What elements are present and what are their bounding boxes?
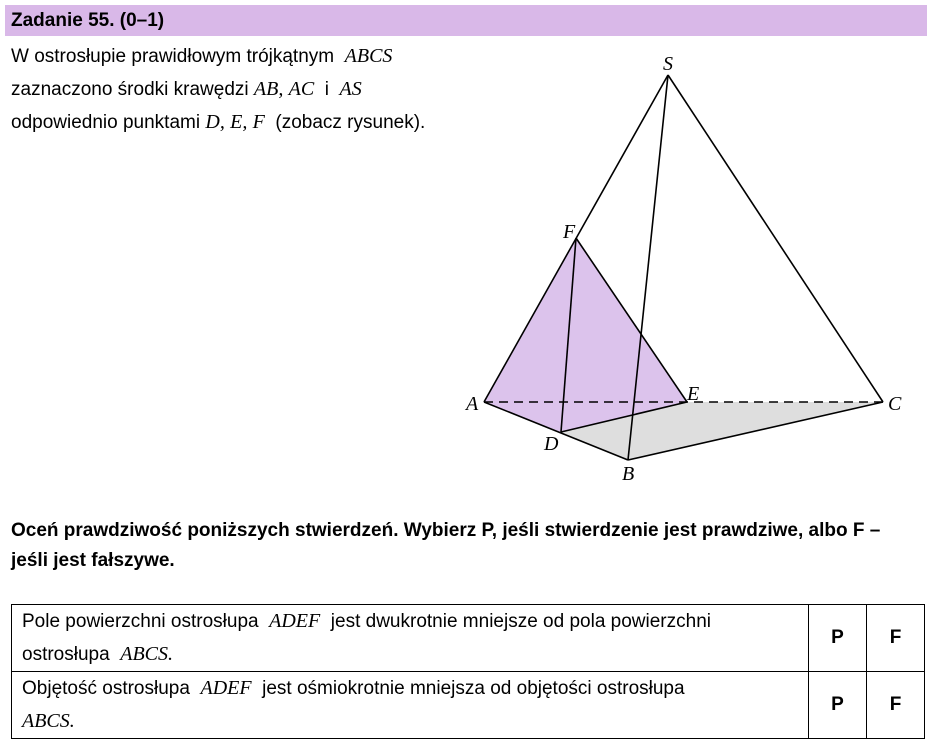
statement-1-text-b: jest dwukrotnie mniejsze od pola powierzchni ostrosłupa [22,611,711,665]
intro-text-4: (zobacz rysunek). [275,112,426,133]
label-B: B [622,463,635,485]
inner-pyramid-face [484,238,687,432]
statement-1-option-p[interactable]: P [809,605,867,672]
intro-math-ab: AB [253,78,279,100]
statement-row-1 [12,605,925,672]
task-intro [11,40,471,139]
intro-text-2: zaznaczono środki krawędzi [11,79,249,100]
intro-text-i: i [324,79,329,100]
label-F: F [563,221,576,243]
intro-math-e: E [230,111,243,133]
pyramid-svg [455,45,925,490]
intro-math-abcs: ABCS [344,45,393,67]
task-title: Zadanie 55. (0–1) [11,10,165,31]
intro-math-ac: AC [288,78,315,100]
statement-row-2 [12,672,925,739]
statement-2-option-p[interactable]: P [809,672,867,739]
statements-table [11,604,925,739]
intro-text-1: W ostrosłupie prawidłowym trójkątnym [11,46,335,67]
intro-math-f: F [252,111,265,133]
statement-1-math-abcs: ABCS [120,643,169,665]
statement-2-math-adef: ADEF [200,677,252,699]
label-C: C [888,393,902,415]
intro-comma-2: , [219,111,225,133]
statement-1-text-a: Pole powierzchni ostrosłupa [22,611,259,632]
edge-SC [668,75,883,402]
label-D: D [544,433,559,455]
pyramid-figure [455,45,925,490]
statement-1-period: . [168,643,174,665]
statement-2-text-a: Objętość ostrosłupa [22,678,190,699]
statement-2-math-abcs: ABCS [22,710,70,732]
label-A: A [466,393,479,415]
statement-2-period: . [69,710,75,732]
label-S: S [663,53,673,75]
intro-math-d: D [205,111,220,133]
intro-comma-1: , [278,78,284,100]
intro-comma-3: , [242,111,248,133]
instruction: Oceń prawdziwość poniższych stwierdzeń. Wybierz P, jeśli stwierdzenie jest prawdziwe, albo F – jeśli jest fałszywe. [11,520,881,571]
statement-1-option-f[interactable]: F [867,605,925,672]
statement-2-option-f[interactable]: F [867,672,925,739]
intro-text-3: odpowiednio punktami [11,112,201,133]
intro-math-as: AS [339,78,362,100]
label-E: E [687,383,700,405]
task-header [5,5,927,36]
statement-2-text [12,672,809,739]
statement-1-text [12,605,809,672]
statement-1-math-adef: ADEF [269,610,321,632]
statement-2-text-b: jest ośmiokrotnie mniejsza od objętości ostrosłupa [262,678,685,699]
